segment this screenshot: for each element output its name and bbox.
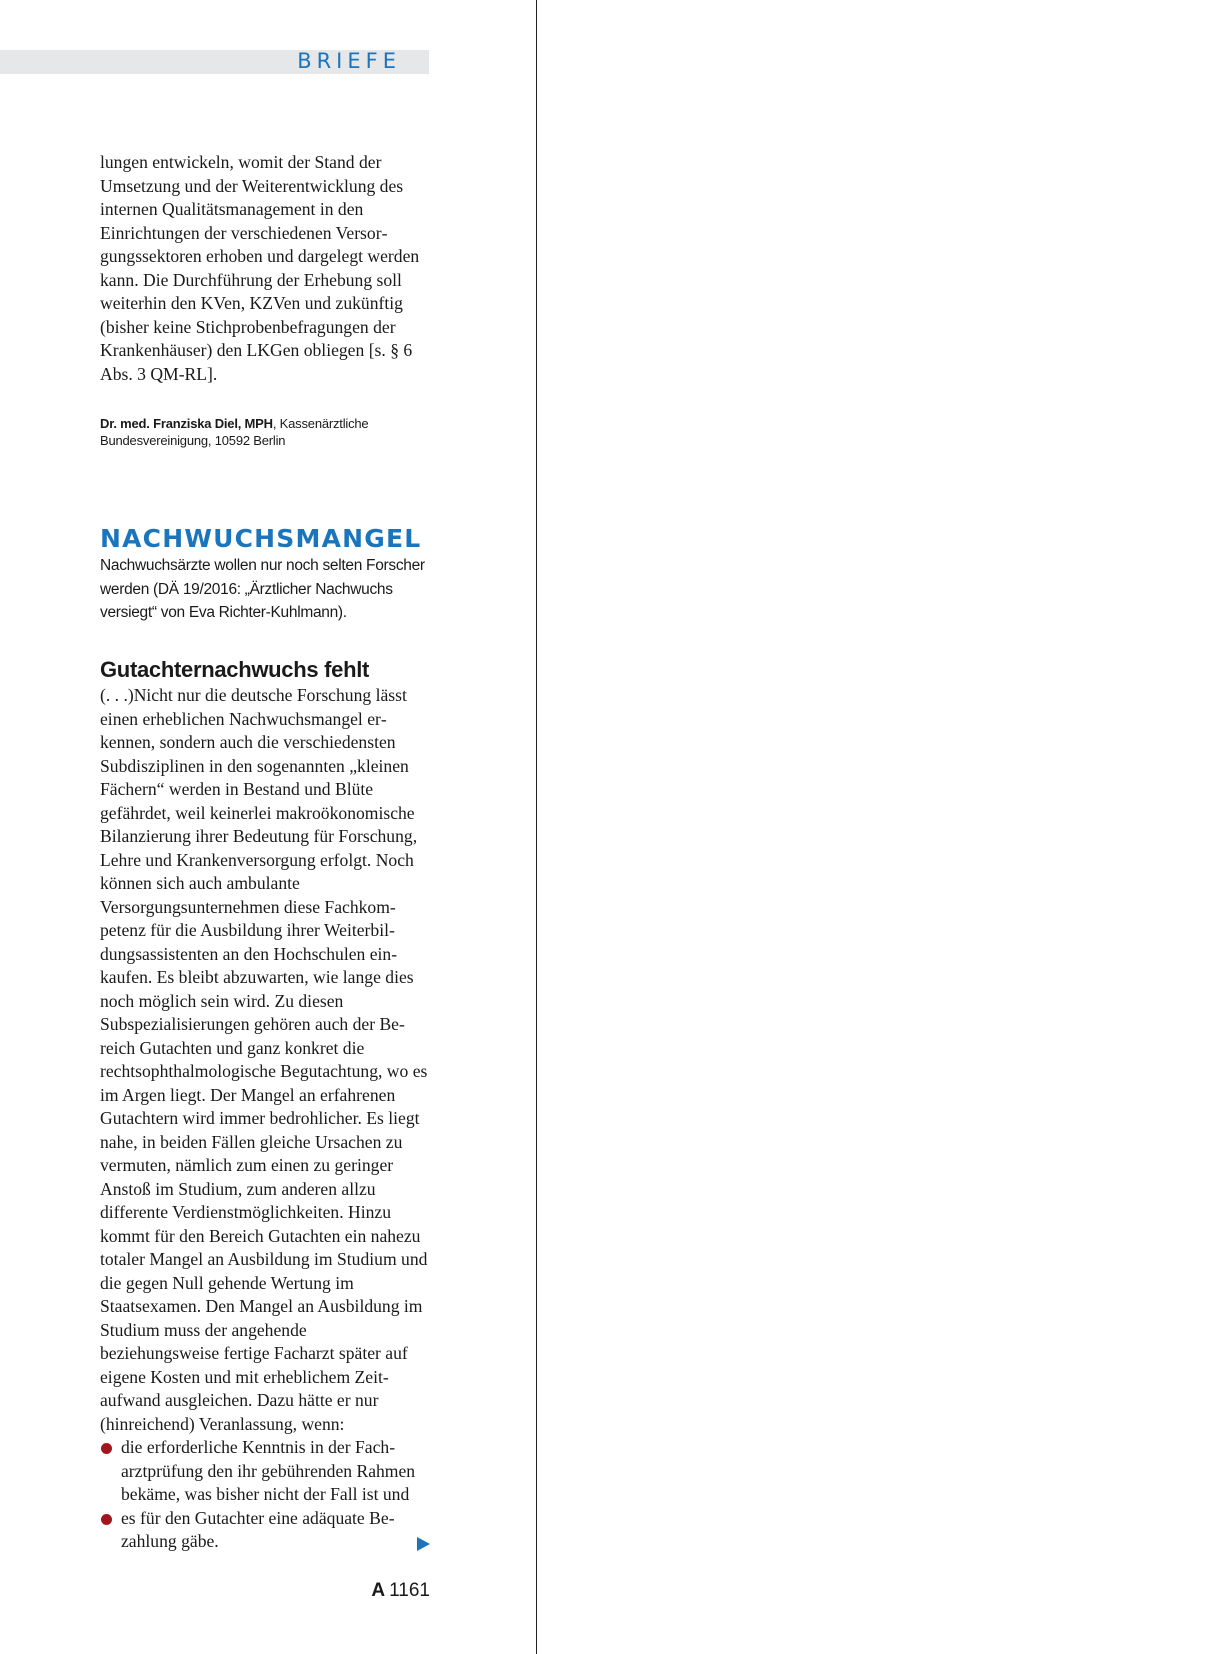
topic-heading: NACHWUCHSMANGEL xyxy=(100,524,422,553)
letter-continuation xyxy=(100,151,430,386)
letter-body: (. . .)Nicht nur die deutsche Forschung lässt einen erheblichen Nachwuchsmangel erkennen, sondern auch die verschiedensten Subdisziplinen in den sogenannten „kleinen Fächern“ werden in Bestand und Blüte gefährdet, weil keinerlei makroökonomische Bilanzierung ihrer Bedeutung für Forschung, Lehre und Krankenversorgung erfolgt. Noch können sich auch ambulante Versorgungsunternehmen diese Fachkompetenz für die Ausbildung ihrer Weiterbildungsassistenten an den Hochschulen einkaufen. Es bleibt abzuwarten, wie lange dies noch möglich sein wird. Zu diesen Subspezialisierungen gehören auch der Bereich Gutachten und ganz konkret die rechtsophthalmologische Begutachtung, wo es im Argen liegt. Der Mangel an erfahrenen Gutachtern wird immer bedrohlicher. Es liegt nahe, in beiden Fällen gleiche Ursachen zu vermuten, nämlich zum einen zu geringer Anstoß im Studium, zum anderen allzu differente Verdienstmöglichkeiten. Hinzu kommt für den Bereich Gutachten ein nahezu totaler Mangel an Ausbildung im Studium und die gegen Null gehende Wertung im Staatsexamen. Den Mangel an Ausbildung im Studium muss der angehende beziehungsweise fertige Facharzt später auf eigene Kosten und mit erheblichem Zeitaufwand ausgleichen. Dazu hätte er nur (hinreichend) Veranlassung, wenn: xyxy=(100,685,428,1434)
bullet-dot-icon xyxy=(101,1514,112,1525)
author-signature xyxy=(100,415,430,449)
letter-headline: Gutachternachwuchs fehlt xyxy=(100,657,370,682)
page-number: A 1161 xyxy=(371,1580,430,1601)
topic-lead: Nachwuchsärzte wollen nur noch selten Forscher werden (DÄ 19/2016: „Ärztlicher Nachwuchs versiegt“ von Eva Richter-Kuhlmann). xyxy=(100,557,425,621)
topic-block xyxy=(100,524,430,625)
letter-paragraph: lungen entwickeln, womit der Stand der Umsetzung und der Weiterentwicklung des internen Qualitätsmanagement in den Einrichtungen der verschiedenen Versorgungssektoren erhoben und dargelegt werden kann. Die Durchführung der Erhebung soll weiterhin den KVen, KZVen und zukünftig (bisher keine Stichprobenbefragungen der Krankenhäuser) den LKGen obliegen [s. § 6 Abs. 3 QM-RL]. xyxy=(100,152,420,384)
section-label: BRIEFE xyxy=(297,49,401,73)
bullet-item: es für den Gutachter eine adäquate Bezahlung gäbe. xyxy=(100,1507,430,1554)
section-header-band xyxy=(0,50,429,74)
author-affiliation: , Kassenärztliche Bundesvereinigung, 10592 Berlin xyxy=(100,416,369,448)
bullet-dot-icon xyxy=(101,1443,112,1454)
author-name: Dr. med. Franziska Diel, MPH xyxy=(100,416,273,431)
letter-article xyxy=(100,656,430,1554)
page-divider xyxy=(536,0,537,1654)
continue-arrow-icon xyxy=(417,1537,430,1551)
bullet-item: die erforderliche Kenntnis in der Facharztprüfung den ihr gebührenden Rahmen bekäme, was bisher nicht der Fall ist und xyxy=(100,1436,430,1507)
